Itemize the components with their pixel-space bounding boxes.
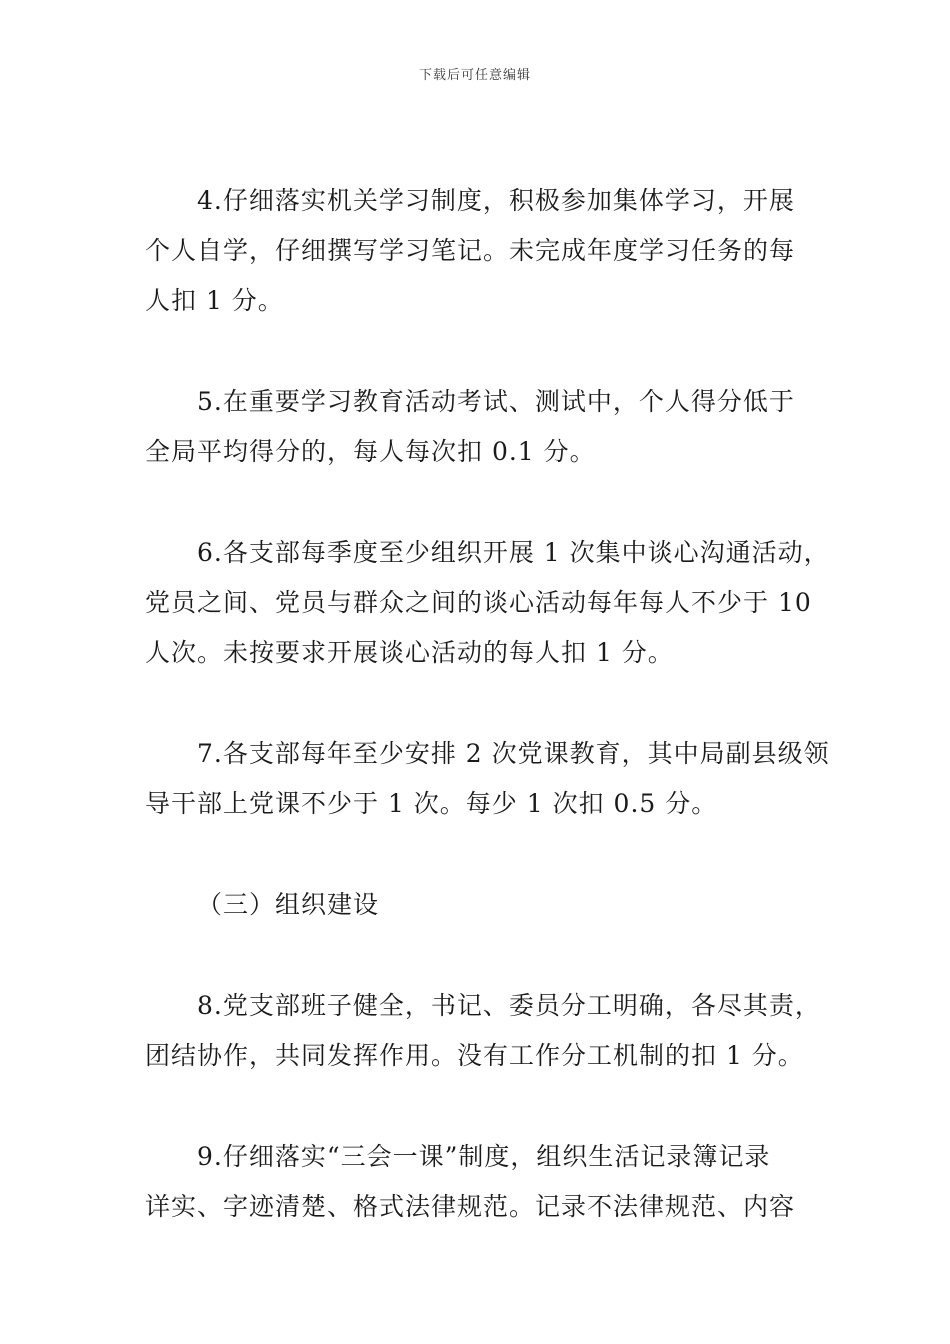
section-heading xyxy=(145,880,810,930)
paragraph-line: 团结协作，共同发挥作用。没有工作分工机制的扣 1 分。 xyxy=(145,1041,804,1070)
paragraph-line: 人次。未按要求开展谈心活动的每人扣 1 分。 xyxy=(145,638,674,667)
paragraph-line: 4.仔细落实机关学习制度，积极参加集体学习，开展 xyxy=(197,186,795,215)
page-header: 下载后可任意编辑 xyxy=(418,68,531,83)
paragraph-item-5 xyxy=(145,377,810,477)
paragraph-line: 7.各支部每年至少安排 2 次党课教育，其中局副县级领 xyxy=(197,739,830,768)
paragraph-item-4 xyxy=(145,176,810,326)
paragraph-line: 个人自学，仔细撰写学习笔记。未完成年度学习任务的每 xyxy=(145,236,796,265)
paragraph-line: 党员之间、党员与群众之间的谈心活动每年每人不少于 10 xyxy=(145,588,812,617)
paragraph-item-9 xyxy=(145,1132,810,1232)
paragraph-line: 9.仔细落实“三会一课”制度，组织生活记录簿记录 xyxy=(197,1142,771,1171)
section-heading-text: （三）组织建设 xyxy=(197,890,380,919)
paragraph-item-6 xyxy=(145,528,830,678)
paragraph-item-8 xyxy=(145,981,821,1081)
paragraph-line: 6.各支部每季度至少组织开展 1 次集中谈心沟通活动， xyxy=(197,538,830,567)
paragraph-line: 详实、字迹清楚、格式法律规范。记录不法律规范、内容 xyxy=(145,1192,796,1221)
paragraph-line: 导干部上党课不少于 1 次。每少 1 次扣 0.5 分。 xyxy=(145,789,718,818)
paragraph-line: 全局平均得分的，每人每次扣 0.1 分。 xyxy=(145,437,596,466)
paragraph-line: 8.党支部班子健全，书记、委员分工明确，各尽其责， xyxy=(197,991,821,1020)
document-body xyxy=(145,176,830,1283)
paragraph-line: 人扣 1 分。 xyxy=(145,286,284,315)
paragraph-item-7 xyxy=(145,729,830,829)
paragraph-line: 5.在重要学习教育活动考试、测试中，个人得分低于 xyxy=(197,387,795,416)
